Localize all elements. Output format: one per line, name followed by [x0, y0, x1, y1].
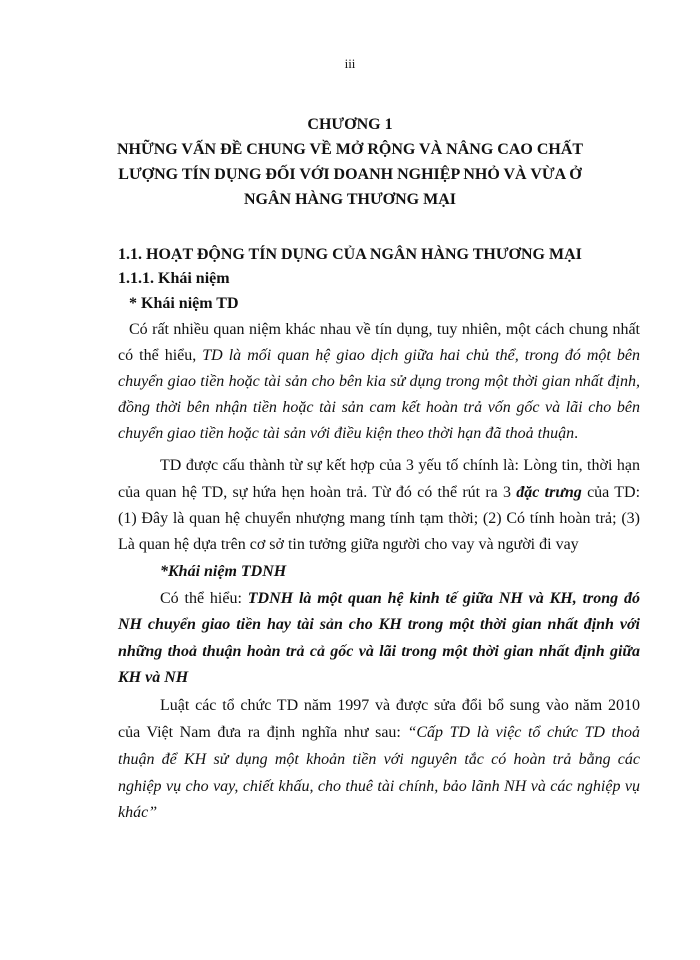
- concept-td-heading: * Khái niệm TD: [129, 295, 239, 312]
- chapter-title-line-2: LƯỢNG TÍN DỤNG ĐỐI VỚI DOANH NGHIỆP NHỎ VÀ VỪA Ở: [118, 166, 582, 183]
- para4-line2: của Việt Nam đưa ra định nghĩa như sau: “Cấp TD là việc tổ chức TD thoả: [118, 724, 640, 741]
- para4-line4: nghiệp vụ cho vay, chiết khấu, cho thuê tài chính, bảo lãnh NH và các nghiệp vụ: [118, 778, 640, 795]
- page-number: iii: [344, 56, 356, 71]
- para1-line1: Có rất nhiều quan niệm khác nhau về tín dụng, tuy nhiên, một cách chung nhất: [129, 321, 640, 338]
- section-heading: 1.1. HOẠT ĐỘNG TÍN DỤNG CỦA NGÂN HÀNG THƯƠNG MẠI: [118, 246, 582, 263]
- para4-line5: khác”: [118, 804, 158, 821]
- chapter-label: CHƯƠNG 1: [307, 116, 393, 133]
- para1-line2: có thể hiểu, TD là mối quan hệ giao dịch giữa hai chủ thể, trong đó một bên: [118, 347, 640, 364]
- para2-line1: TD được cấu thành từ sự kết hợp của 3 yếu tố chính là: Lòng tin, thời hạn: [160, 457, 640, 474]
- para2-line2: của quan hệ TD, sự hứa hẹn hoàn trả. Từ đó có thể rút ra 3 đặc trưng của TD:: [118, 484, 641, 501]
- para4-line3: thuận để KH sử dụng một khoản tiền với nguyên tắc có hoàn trả bằng các: [118, 751, 640, 768]
- para4-line1: Luật các tổ chức TD năm 1997 và được sửa đổi bổ sung vào năm 2010: [160, 697, 640, 714]
- para3-line1: Có thể hiểu: TDNH là một quan hệ kinh tế giữa NH và KH, trong đó: [160, 590, 640, 607]
- chapter-title-line-1: NHỮNG VẤN ĐỀ CHUNG VỀ MỞ RỘNG VÀ NÂNG CAO CHẤT: [116, 141, 584, 158]
- chapter-title-line-3: NGÂN HÀNG THƯƠNG MẠI: [244, 191, 456, 208]
- para1-line4: đồng thời bên nhận tiền hoặc tài sản cam kết hoàn trả vốn gốc và lãi cho bên: [118, 399, 640, 416]
- para1-line3: chuyển giao tiền hoặc tài sản cho bên kia sử dụng trong một thời gian nhất định,: [118, 373, 640, 390]
- para3-line3: những thoả thuận hoàn trả cả gốc và lãi trong một thời gian nhất định giữa: [118, 643, 640, 660]
- para2-line4: Là quan hệ dựa trên cơ sở tin tưởng giữa người cho vay và người đi vay: [118, 536, 579, 553]
- para1-line5: chuyển giao tiền hoặc tài sản với điều kiện theo thời hạn đã thoả thuận.: [118, 425, 579, 442]
- para2-line3: (1) Đây là quan hệ chuyển nhượng mang tính tạm thời; (2) Có tính hoàn trả; (3): [118, 510, 640, 527]
- concept-tdnh-heading: *Khái niệm TDNH: [160, 563, 287, 580]
- para3-line2: NH chuyển giao tiền hay tài sản cho KH trong một thời gian nhất định với: [118, 616, 640, 633]
- para3-line4: KH và NH: [118, 669, 189, 686]
- subsection-heading: 1.1.1. Khái niệm: [118, 270, 230, 287]
